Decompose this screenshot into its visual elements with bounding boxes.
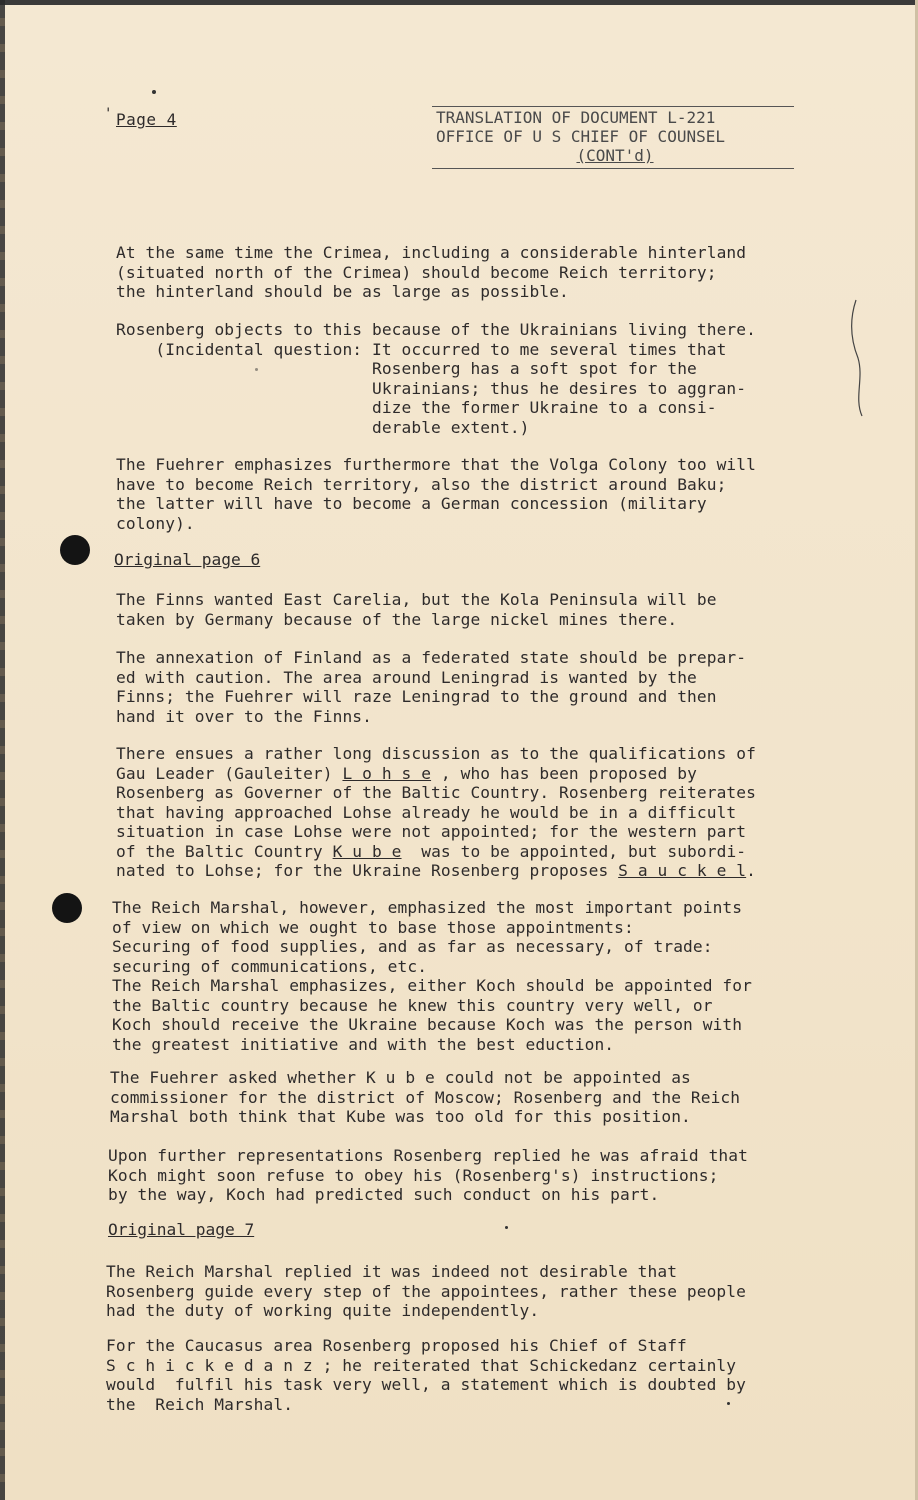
paragraph-gauleiter-discussion <box>116 744 756 881</box>
header-rule-top <box>432 106 794 107</box>
paragraph-rosenberg-objects: Rosenberg objects to this because of the Ukrainians living there. (Incidental question: It occurred to me several times that Rosenberg has a soft spot for the Ukrainians; thus he desires to aggran- dize the former Ukraine to a consi- derable extent.) <box>116 320 756 437</box>
punch-hole-lower <box>52 893 82 923</box>
heading-original-page-6: Original page 6 <box>114 550 261 569</box>
name-kube: K u b e <box>332 841 402 861</box>
heading-original-page-7: Original page 7 <box>108 1220 255 1239</box>
paragraph-caucasus: For the Caucasus area Rosenberg proposed his Chief of Staff S c h i c k e d a n z ; he reiterated that Schickedanz certainly would fulfil his task very well, a statement which is doubted by the Reich Marshal. <box>106 1336 746 1414</box>
ink-speck <box>152 90 156 94</box>
header-office: OFFICE OF U S CHIEF OF COUNSEL <box>436 127 725 146</box>
paragraph-crimea: At the same time the Crimea, including a considerable hinterland (situated north of the Crimea) should become Reich territory; the hinterland should be as large as possible. <box>116 243 747 301</box>
paragraph-finland-annexation: The annexation of Finland as a federated state should be prepar- ed with caution. The area around Leningrad is wanted by the Finns; the Fuehrer will raze Leningrad to the ground and then hand it over to the Finns. <box>116 648 747 726</box>
paragraph-kube-moscow: The Fuehrer asked whether K u b e could not be appointed as commissioner for the district of Moscow; Rosenberg and the Reich Marshal both think that Kube was too old for this position. <box>110 1068 741 1126</box>
page-tick-mark: ' <box>104 106 113 122</box>
header-rule-bottom <box>432 168 794 169</box>
header-title: TRANSLATION OF DOCUMENT L-221 <box>436 108 716 127</box>
gauleiter-text-d: . <box>746 861 756 880</box>
header-continued: (CONT'd) <box>576 146 654 165</box>
page-number-label: Page 4 <box>116 110 177 129</box>
gauleiter-text-a: There ensues a rather long discussion as to the qualifications of Gau Leader (Gauleiter) <box>116 744 756 783</box>
scan-top-edge <box>0 0 918 5</box>
punch-hole-upper <box>60 535 90 565</box>
ink-speck <box>505 1226 508 1229</box>
document-header <box>432 106 794 169</box>
paragraph-finns: The Finns wanted East Carelia, but the Kola Peninsula will be taken by Germany because of the large nickel mines there. <box>116 590 717 629</box>
gauleiter-text-b: , who has been proposed by Rosenberg as Governer of the Baltic Country. Rosenberg reiterates that having approached Lohse already he would be in a difficult situation in case Lohse were not appointed; for the western part of the Baltic Country <box>116 763 756 861</box>
gauleiter-text-c: was to be appointed, but subordi- nated to Lohse; for the Ukraine Rosenberg proposes <box>116 841 747 880</box>
paragraph-reich-marshal-points: The Reich Marshal, however, emphasized the most important points of view on which we ought to base those appointments: Securing of food supplies, and as far as necessary, of trade: securing of communications, etc. The Reich Marshal emphasizes, either Koch should be appointed for the Baltic country because he knew this country very well, or Koch should receive the Ukraine because Koch was the person with the greatest initiative and with the best eduction. <box>112 898 752 1054</box>
paragraph-appointees-independence: The Reich Marshal replied it was indeed not desirable that Rosenberg guide every step of the appointees, rather these people had the duty of working quite independently. <box>106 1262 746 1320</box>
name-lohse: L o h s e <box>342 763 432 783</box>
scan-left-edge <box>0 0 5 1500</box>
name-sauckel: S a u c k e l <box>618 861 747 880</box>
paragraph-koch-instructions: Upon further representations Rosenberg replied he was afraid that Koch might soon refuse to obey his (Rosenberg's) instructions; by the way, Koch had predicted such conduct on his part. <box>108 1146 748 1204</box>
paragraph-volga-colony: The Fuehrer emphasizes furthermore that the Volga Colony too will have to become Reich territory, also the district around Baku; the latter will have to become a German concession (military colony). <box>116 455 756 533</box>
margin-bracket-mark <box>846 298 868 418</box>
